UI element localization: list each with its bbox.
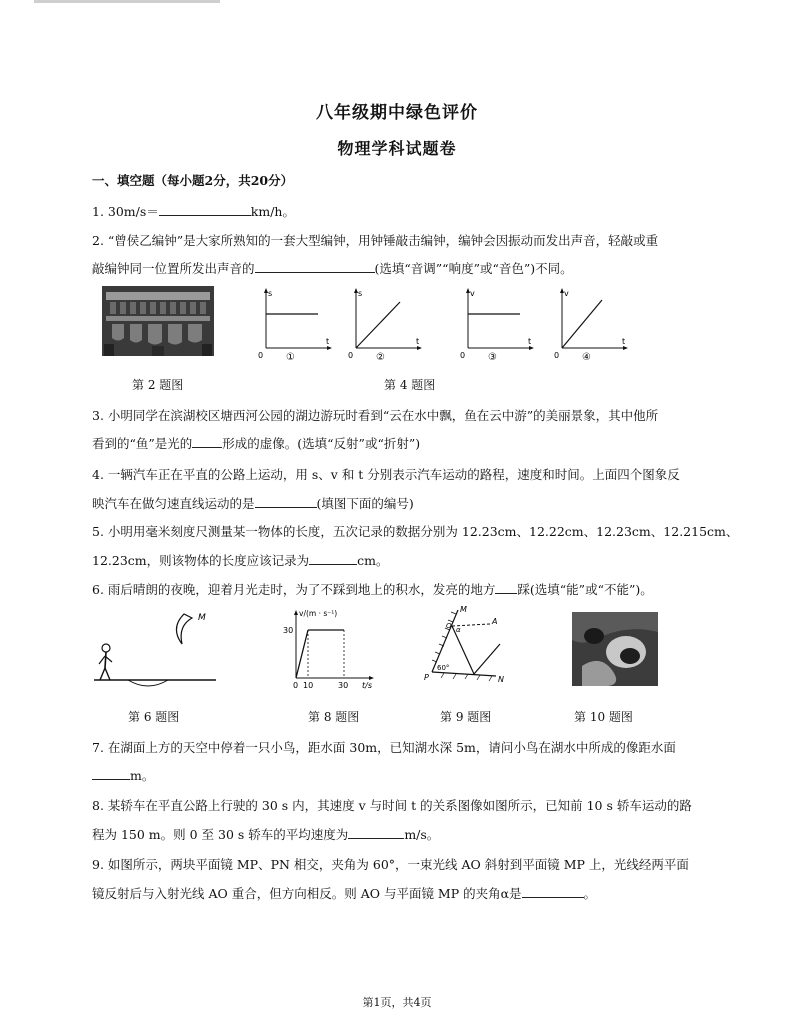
question-5-line1: 5. 小明用毫米刻度尺测量某一物体的长度，五次记录的数据分别为 12.23cm、12.22cm、12.23cm、12.215cm、 xyxy=(92,524,739,539)
caption-fig-2: 第 2 题图 xyxy=(132,378,184,392)
question-6 xyxy=(92,580,653,598)
caption-fig-4: 第 4 题图 xyxy=(384,378,436,392)
q3-options: 形成的虚像。(选填“反射”或“折射”) xyxy=(222,436,421,451)
q4-hint: (填图下面的编号) xyxy=(316,496,414,511)
question-4-line2 xyxy=(92,494,414,512)
q8-text: 程为 150 m。则 0 至 30 s 轿车的平均速度为 xyxy=(92,827,349,842)
q6-text: 6. 雨后晴朗的夜晚，迎着月光走时，为了不踩到地上的积水，发亮的地方 xyxy=(92,582,496,597)
q8-unit: m/s。 xyxy=(404,827,440,842)
q3-answer-blank[interactable] xyxy=(192,435,222,448)
graph-4-origin: 0 xyxy=(554,351,560,360)
graph-2-number: ② xyxy=(376,352,385,362)
caption-fig-6: 第 6 题图 xyxy=(128,710,180,724)
q9-label-angle: 60° xyxy=(437,664,450,672)
section-heading: 一、填空题（每小题2分，共20分） xyxy=(92,173,294,188)
q8-x-tick-10: 10 xyxy=(303,681,314,690)
q7-unit: m。 xyxy=(130,768,155,783)
q2-text: 敲编钟同一位置所发出声音的 xyxy=(92,261,255,276)
question-7-line1: 7. 在湖面上方的天空中停着一只小鸟，距水面 30m，已知湖水深 5m，请问小鸟在湖水中所成的像距水面 xyxy=(92,740,676,755)
question-8-line2 xyxy=(92,825,439,843)
question-4-line1: 4. 一辆汽车正在平直的公路上运动，用 s、v 和 t 分别表示汽车运动的路程，速度和时间。上面四个图象反 xyxy=(92,467,680,482)
graph-2-x-label: t xyxy=(416,337,420,346)
graph-2-origin: 0 xyxy=(348,351,354,360)
graph-3-y-label: v xyxy=(470,289,475,298)
graph-2 xyxy=(344,286,424,366)
question-1 xyxy=(92,202,295,220)
q8-x-axis-label: t/s xyxy=(362,681,372,690)
q9-label-n: N xyxy=(498,675,504,684)
question-7-line2 xyxy=(92,766,154,784)
question-8-line1: 8. 某轿车在平直公路上行驶的 30 s 内，其速度 v 与时间 t 的关系图像如图所示，已知前 10 s 轿车运动的路 xyxy=(92,798,692,813)
q9-label-m: M xyxy=(460,605,467,614)
question-3-line2 xyxy=(92,434,420,452)
q9-answer-blank[interactable] xyxy=(522,885,584,898)
q8-y-tick: 30 xyxy=(283,626,294,635)
q6-moon-label: M xyxy=(198,613,206,623)
q5-answer-blank[interactable] xyxy=(309,552,357,565)
graph-4-y-label: v xyxy=(564,289,569,298)
question-2-line1: 2. “曾侯乙编钟”是大家所熟知的一套大型编钟，用钟锤敲击编钟，编钟会因振动而发出声音，轻敲或重 xyxy=(92,233,659,248)
question-2-line2 xyxy=(92,259,573,277)
q2-answer-blank[interactable] xyxy=(255,260,375,273)
q6-answer-blank[interactable] xyxy=(495,581,517,594)
graph-4 xyxy=(550,286,630,366)
q9-text: 镜反射后与入射光线 AO 重合，但方向相反。则 AO 与平面镜 MP 的夹角α是 xyxy=(92,886,522,901)
graph-1-y-label: s xyxy=(268,289,273,298)
page-footer: 第1页，共4页 xyxy=(362,996,432,1009)
q3-text: 看到的“鱼”是光的 xyxy=(92,436,193,451)
q2-options: (选填“音调”“响度”或“音色”)不同。 xyxy=(374,261,573,276)
figure-q9-mirrors xyxy=(420,604,512,698)
graph-1-x-label: t xyxy=(326,337,330,346)
graph-3-x-label: t xyxy=(528,337,532,346)
figure-q10-photo xyxy=(572,612,658,686)
figure-q6 xyxy=(92,606,218,696)
q1-answer-blank[interactable] xyxy=(159,203,251,216)
page-title: 八年级期中绿色评价 xyxy=(316,103,478,123)
graph-3-origin: 0 xyxy=(460,351,466,360)
q1-text: 1. 30m/s＝ xyxy=(92,204,159,219)
q5-unit: cm。 xyxy=(357,553,389,568)
caption-fig-9: 第 9 题图 xyxy=(440,710,492,724)
question-5-line2 xyxy=(92,551,389,569)
graph-3 xyxy=(456,286,536,366)
q4-answer-blank[interactable] xyxy=(255,495,317,508)
q9-end: 。 xyxy=(583,886,597,901)
graph-1-origin: 0 xyxy=(258,351,264,360)
q1-unit: km/h。 xyxy=(250,204,295,219)
q7-answer-blank[interactable] xyxy=(92,767,130,780)
bianzhong-photo xyxy=(102,286,214,356)
scan-edge xyxy=(34,0,220,3)
caption-fig-10: 第 10 题图 xyxy=(574,710,633,724)
graph-4-number: ④ xyxy=(582,352,591,362)
graph-1 xyxy=(254,286,334,366)
graph-3-number: ③ xyxy=(488,352,497,362)
q9-label-alpha: α xyxy=(456,626,461,634)
figure-q8-vt-graph xyxy=(280,606,380,696)
q4-text: 映汽车在做匀速直线运动的是 xyxy=(92,496,255,511)
q5-text: 12.23cm，则该物体的长度应该记录为 xyxy=(92,553,310,568)
q9-label-a: A xyxy=(492,617,498,626)
q8-x-tick-30: 30 xyxy=(338,681,349,690)
q8-answer-blank[interactable] xyxy=(348,826,404,839)
question-3-line1: 3. 小明同学在滨湖校区塘西河公园的湖边游玩时看到“云在水中飘，鱼在云中游”的美丽景象，其中他所 xyxy=(92,408,659,423)
question-9-line1: 9. 如图所示，两块平面镜 MP、PN 相交，夹角为 60°，一束光线 AO 斜射到平面镜 MP 上，光线经两平面 xyxy=(92,857,689,872)
graph-4-x-label: t xyxy=(622,337,626,346)
q9-label-o: O xyxy=(446,622,452,630)
q8-y-axis-label: v/(m · s⁻¹) xyxy=(299,609,338,618)
q6-options: 踩(选填“能”或“不能”)。 xyxy=(517,582,653,597)
caption-fig-8: 第 8 题图 xyxy=(308,710,360,724)
page-subtitle: 物理学科试题卷 xyxy=(337,139,457,158)
question-9-line2 xyxy=(92,884,596,902)
q8-x-tick-0: 0 xyxy=(293,681,299,690)
graph-1-number: ① xyxy=(286,352,295,362)
graph-2-y-label: s xyxy=(358,289,363,298)
q9-label-p: P xyxy=(424,673,429,682)
